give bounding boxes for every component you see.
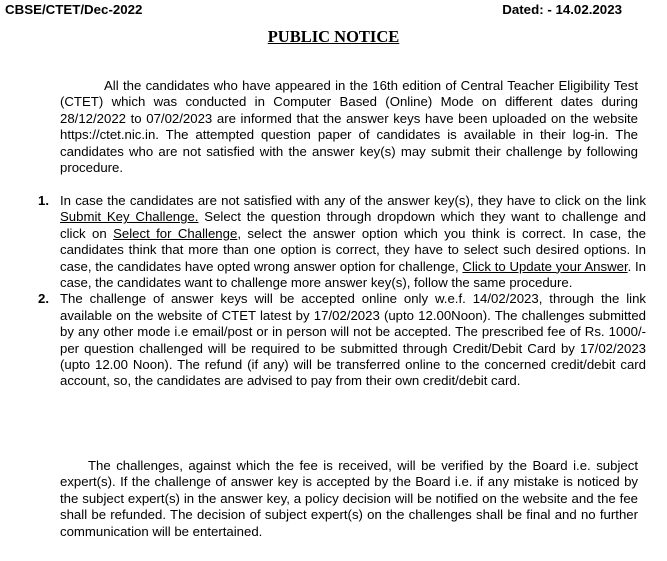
- intro-paragraph: All the candidates who have appeared in the 16th edition of Central Teacher Eligibility Test (CTET) which was conducted in Computer Based (Online) Mode on different dates during 28/12/2022 to 07/02/2023 are informed that the answer keys have been uploaded on the website https://ctet.nic.in. The attempted question paper of candidates is available in their log-in. The candidates who are not satisfied with the answer key(s) may submit their challenge by following procedure.: [60, 78, 638, 176]
- closing-paragraph: The challenges, against which the fee is received, will be verified by the Board i.e. subject expert(s). If the challenge of answer key is accepted by the Board i.e. if any mistake is noticed by the subject expert(s) in the answer key, a policy decision will be notified on the website and the fee shall be refunded. The decision of subject expert(s) on the challenges shall be final and no further communication will be entertained.: [60, 458, 638, 539]
- item-number: 1.: [38, 193, 49, 208]
- procedure-list: [0, 193, 667, 390]
- item-text: The challenge of answer keys will be accepted online only w.e.f. 14/02/2023, through the link available on the website of CTET latest by 17/02/2023 (upto 12.00Noon). The challenges submitted by any other mode i.e email/post or in person will not be accepted. The prescribed fee of Rs. 1000/- per question challenged will be required to be submitted through Credit/Debit Card by 17/02/2023 (upto 12.00 Noon). The refund (if any) will be transferred online to the concerned credit/debit card account, so, the candidates are advised to pay from their own credit/debit card.: [60, 291, 646, 389]
- select-for-challenge-link[interactable]: Select for Challenge: [113, 225, 238, 241]
- notice-date: Dated: - 14.02.2023: [502, 2, 622, 17]
- item-segment: , select the answer option which you think is correct. In case, the candidates think that more than one option is correct, they have to select such desired options. In case, the candidates have opted wrong answer option for challenge,: [60, 225, 647, 274]
- item-segment: . In case, the candidates want to challenge more answer key(s), follow the same procedure.: [60, 258, 647, 291]
- list-item: [0, 291, 667, 389]
- item-segment: In case the candidates are not satisfied with any of the answer key(s), they have to click on the link: [60, 193, 646, 208]
- update-answer-link[interactable]: Click to Update your Answer: [462, 258, 628, 274]
- page-title: [0, 27, 667, 47]
- list-item: [0, 193, 667, 291]
- item-text: [60, 193, 646, 291]
- item-number: 2.: [38, 291, 49, 307]
- reference-number: CBSE/CTET/Dec-2022: [5, 2, 143, 17]
- notice-header: [5, 2, 622, 18]
- submit-key-challenge-link[interactable]: Submit Key Challenge.: [60, 209, 199, 225]
- item-segment: Select the question through dropdown which they want to challenge and click on: [60, 209, 646, 241]
- title-text: PUBLIC NOTICE: [267, 27, 400, 46]
